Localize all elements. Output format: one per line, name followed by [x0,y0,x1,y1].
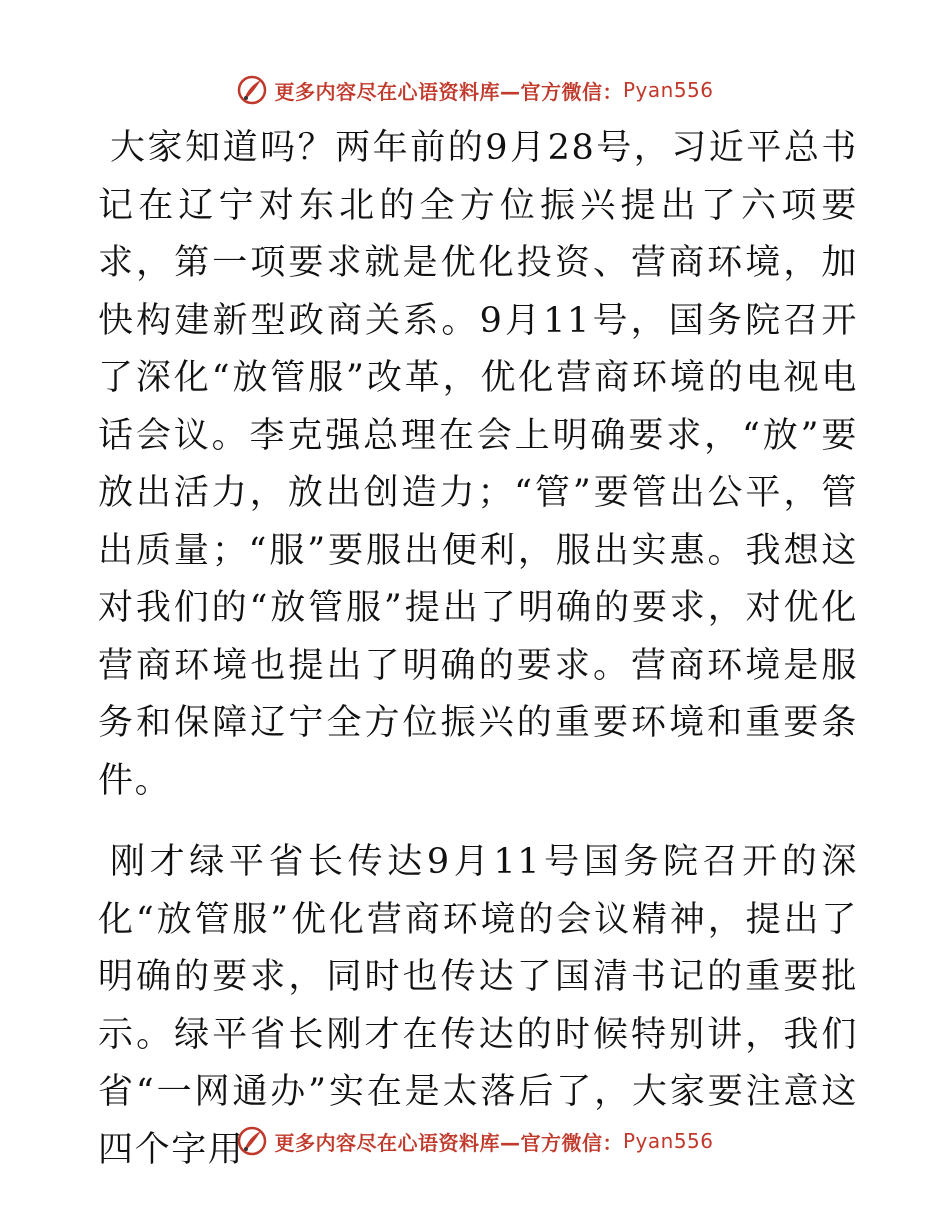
paragraph-2: 刚才绿平省长传达9月11号国务院召开的深化“放管服”优化营商环境的会议精神，提出了明确的要求，同时也传达了国清书记的重要批示。绿平省长刚才在传达的时候特别讲，我们省“一网通办”实在是太落后了，大家要注意这四个字用 [98,842,858,1170]
document-body [98,120,858,1179]
banner-wechat-id: Pyan556 [622,78,714,102]
banner-text: 更多内容尽在心语资料库—官方微信： [274,79,623,104]
header-watermark-banner [0,70,950,110]
quill-logo-icon [236,1125,268,1157]
banner-wechat-id: Pyan556 [622,1129,714,1153]
paragraph-1: 大家知道吗？两年前的9月28号，习近平总书记在辽宁对东北的全方位振兴提出了六项要求，第一项要求就是优化投资、营商环境，加快构建新型政商关系。9月11号，国务院召开了深化“放管服”改革，优化营商环境的电视电话会议。李克强总理在会上明确要求，“放”要放出活力，放出创造力；“管”要管出公平，管出质量；“服”要服出便利，服出实惠。我想这对我们的“放管服”提出了明确的要求，对优化营商环境也提出了明确的要求。营商环境是服务和保障辽宁全方位振兴的重要环境和重要条件。 [98,128,858,801]
footer-watermark-banner [0,1121,950,1161]
banner-text: 更多内容尽在心语资料库—官方微信： [274,1130,623,1155]
quill-logo-icon [236,74,268,106]
